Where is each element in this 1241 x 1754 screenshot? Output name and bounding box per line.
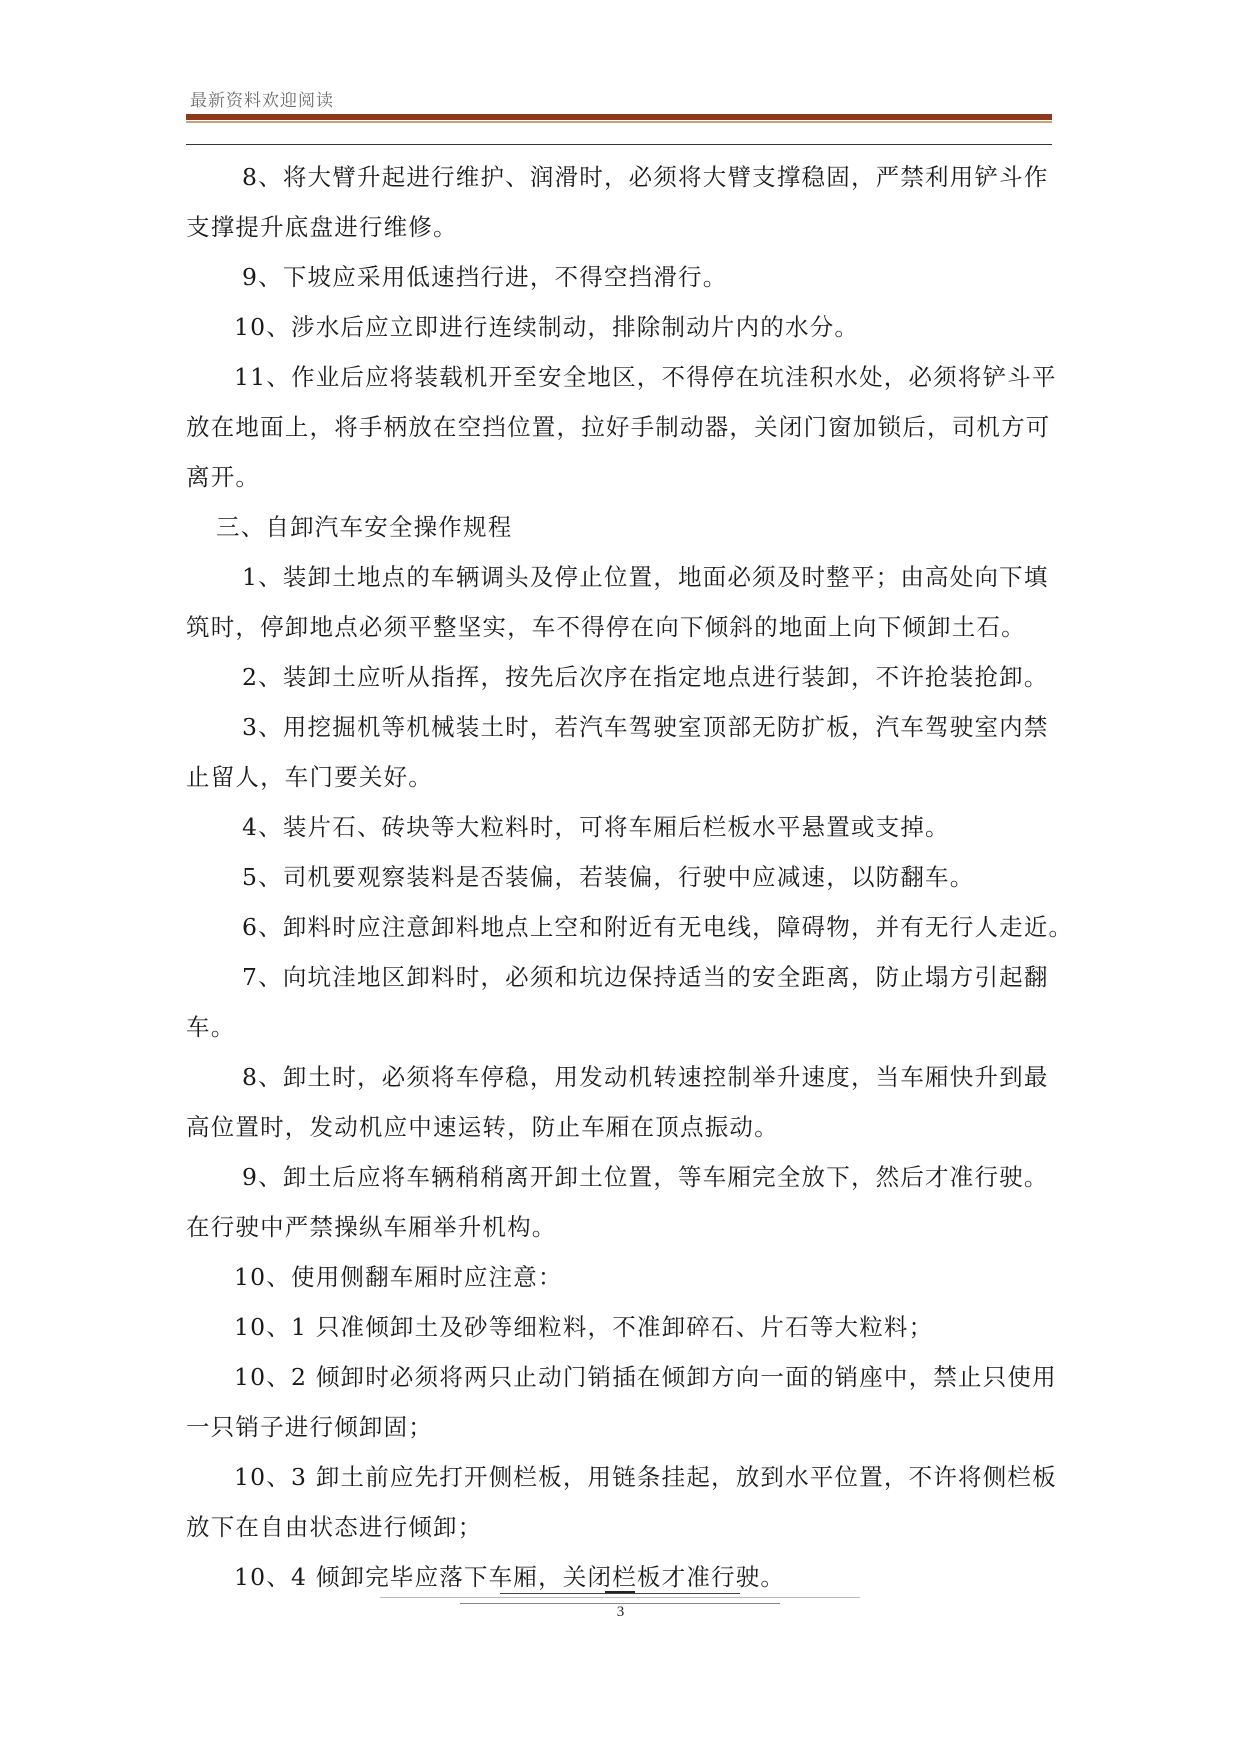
paragraph: 10、4 倾卸完毕应落下车厢，关闭栏板才准行驶。: [234, 1563, 786, 1591]
paragraph: 筑时，停卸地点必须平整坚实，车不得停在向下倾斜的地面上向下倾卸土石。: [186, 613, 1026, 641]
paragraph: 高位置时，发动机应中速运转，防止车厢在顶点振动。: [186, 1113, 779, 1141]
paragraph: 1、装卸土地点的车辆调头及停止位置，地面必须及时整平；由高处向下填: [242, 563, 1049, 591]
paragraph: 一只销子进行倾卸固；: [186, 1413, 433, 1441]
paragraph: 8、卸土时，必须将车停稳，用发动机转速控制举升速度，当车厢快升到最: [242, 1063, 1049, 1091]
paragraph: 8、将大臂升起进行维护、润滑时，必须将大臂支撑稳固，严禁利用铲斗作: [242, 163, 1049, 191]
footer-rule-light: [380, 1597, 860, 1598]
paragraph: 10、2 倾卸时必须将两只止动门销插在倾卸方向一面的销座中，禁止只使用: [234, 1363, 1057, 1391]
paragraph: 9、卸土后应将车辆稍稍离开卸土位置，等车厢完全放下，然后才准行驶。: [242, 1163, 1049, 1191]
footer-rule: [500, 1593, 740, 1594]
paragraph: 10、涉水后应立即进行连续制动，排除制动片内的水分。: [234, 313, 860, 341]
paragraph: 在行驶中严禁操纵车厢举升机构。: [186, 1213, 557, 1241]
header-rule-thin: [186, 144, 1052, 145]
paragraph: 4、装片石、砖块等大粒料时，可将车厢后栏板水平悬置或支掉。: [242, 813, 950, 841]
paragraph: 支撑提升底盘进行维修。: [186, 213, 458, 241]
paragraph: 止留人，车门要关好。: [186, 763, 433, 791]
paragraph: 10、1 只准倾卸土及砂等细粒料，不准卸碎石、片石等大粒料；: [234, 1313, 934, 1341]
page-header: 最新资料欢迎阅读: [190, 91, 334, 111]
paragraph: 9、下坡应采用低速挡行进，不得空挡滑行。: [242, 263, 728, 291]
paragraph: 离开。: [186, 463, 261, 491]
paragraph: 放在地面上，将手柄放在空挡位置，拉好手制动器，关闭门窗加锁后，司机方可: [186, 413, 1051, 441]
paragraph: 10、3 卸土前应先打开侧栏板，用链条挂起，放到水平位置，不许将侧栏板: [234, 1463, 1057, 1491]
footer-rule-mark: [605, 1591, 635, 1593]
document-body: [186, 152, 1086, 1602]
paragraph: 2、装卸土应听从指挥，按先后次序在指定地点进行装卸，不许抢装抢卸。: [242, 663, 1049, 691]
header-rule-thick: [186, 114, 1052, 120]
paragraph: 5、司机要观察装料是否装偏，若装偏，行驶中应减速，以防翻车。: [242, 863, 975, 891]
paragraph: 11、作业后应将装载机开至安全地区，不得停在坑洼积水处，必须将铲斗平: [234, 363, 1057, 391]
paragraph: 10、使用侧翻车厢时应注意：: [234, 1263, 563, 1291]
paragraph: 6、卸料时应注意卸料地点上空和附近有无电线，障碍物，并有无行人走近。: [242, 913, 1074, 941]
paragraph: 车。: [186, 1013, 236, 1041]
paragraph: 3、用挖掘机等机械装土时，若汽车驾驶室顶部无防扩板，汽车驾驶室内禁: [242, 713, 1049, 741]
section-heading: 三、自卸汽车安全操作规程: [216, 513, 513, 541]
page-number: 3: [616, 1604, 625, 1620]
header-rule-accent: [186, 121, 1052, 123]
paragraph: 7、向坑洼地区卸料时，必须和坑边保持适当的安全距离，防止塌方引起翻: [242, 963, 1049, 991]
paragraph: 放下在自由状态进行倾卸；: [186, 1513, 483, 1541]
